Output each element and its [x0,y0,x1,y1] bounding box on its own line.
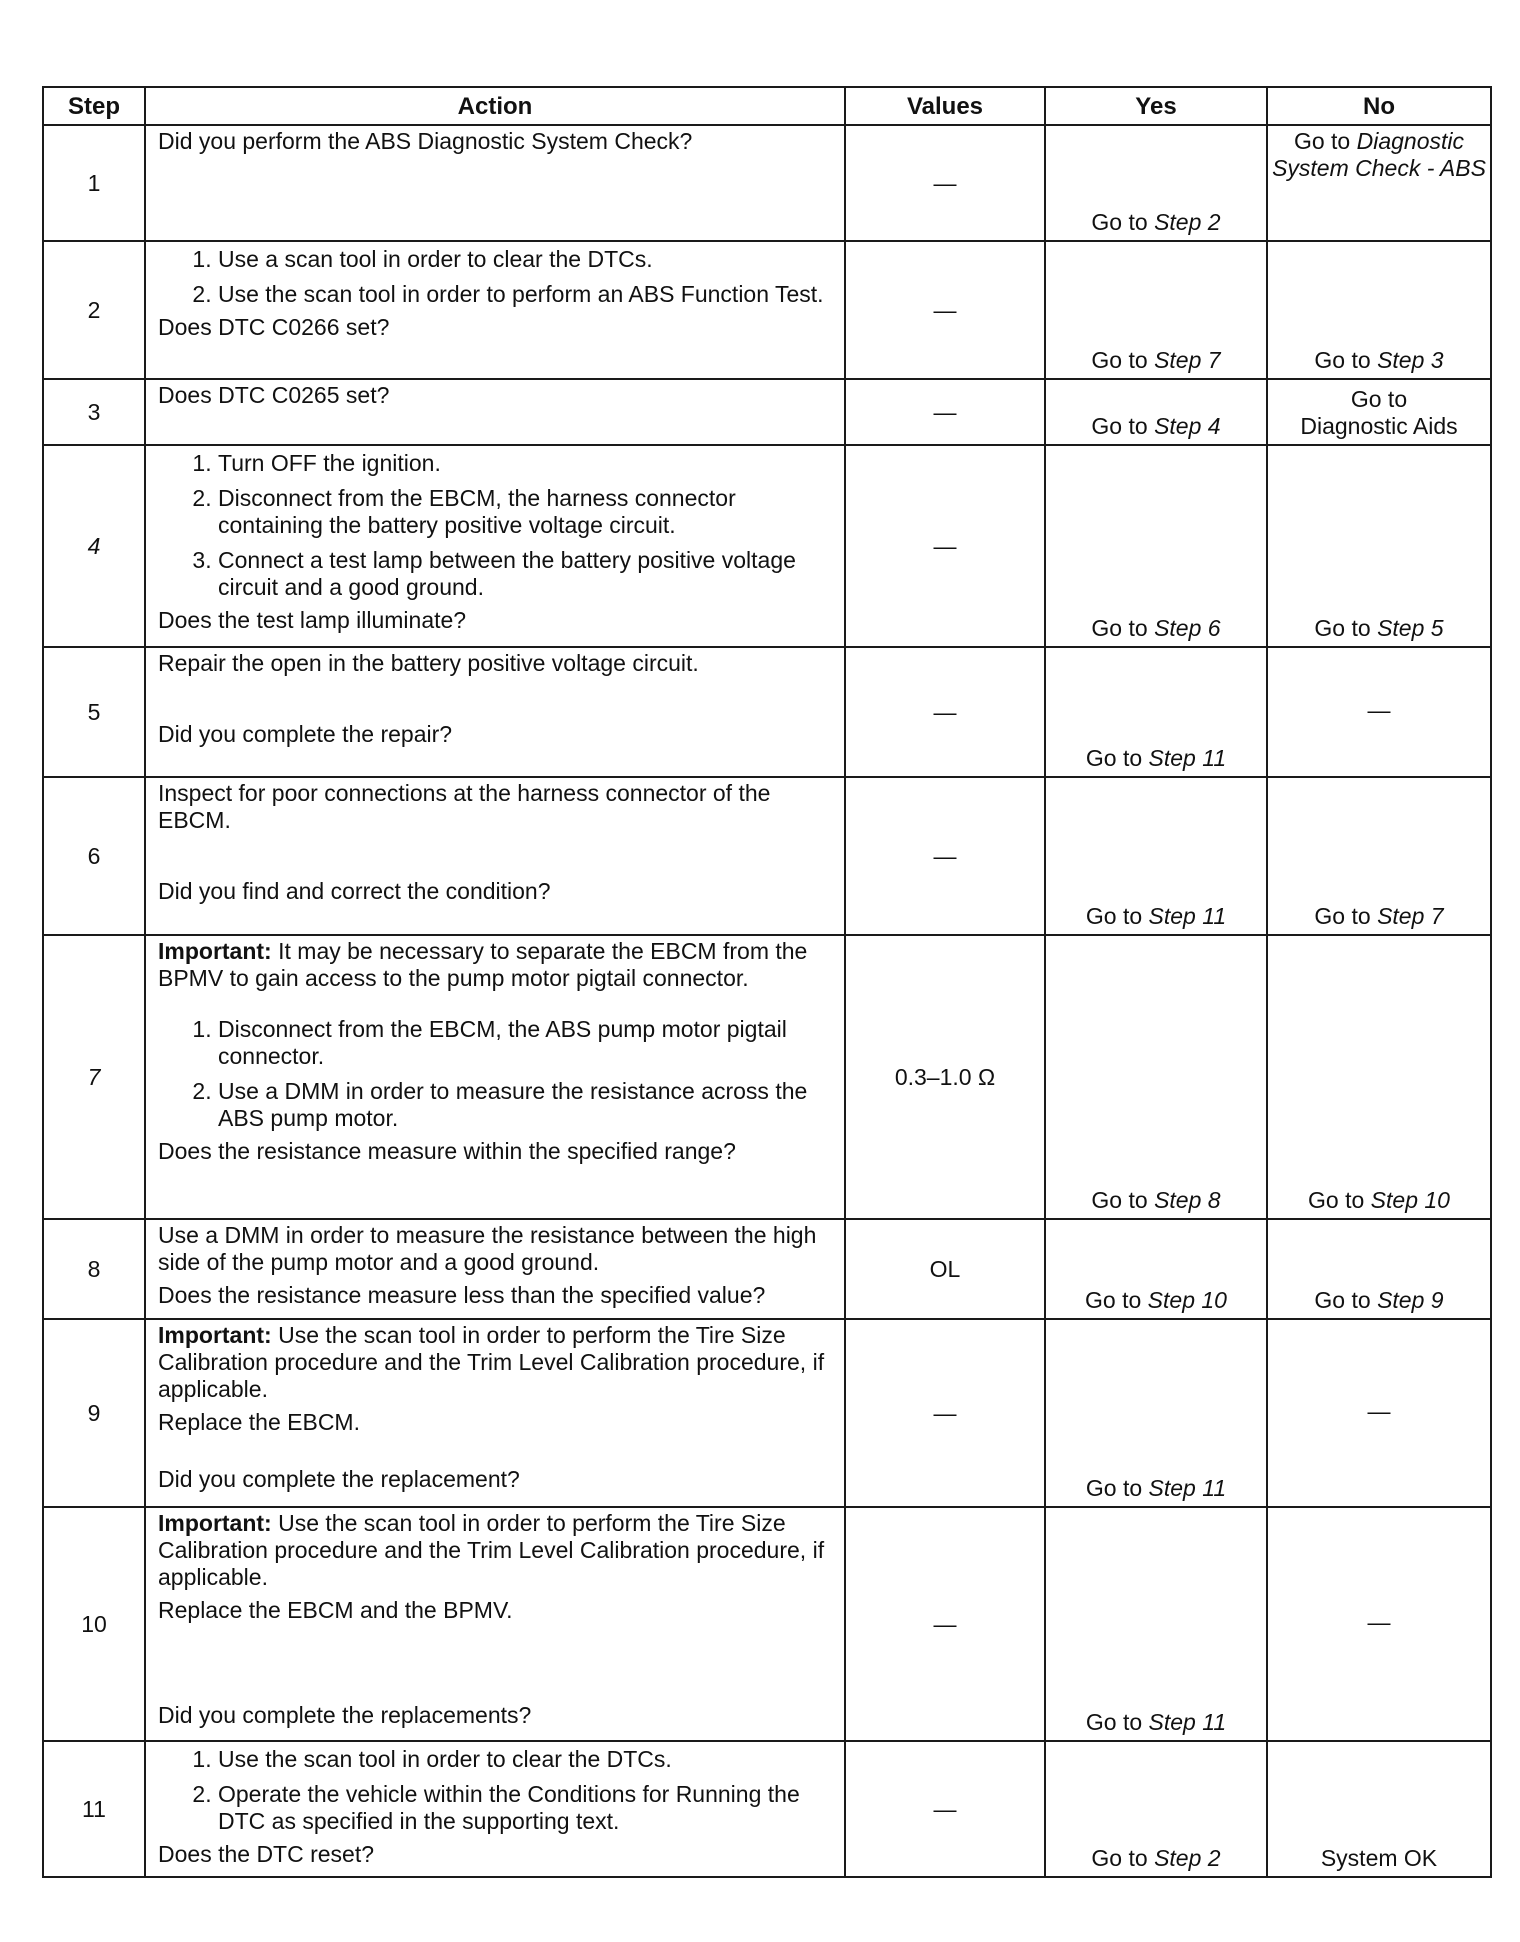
step-number: 7 [43,935,145,1219]
step-number: 4 [43,445,145,647]
yes-cell [1045,1741,1267,1877]
yes-cell [1045,777,1267,935]
action-cell [145,1319,845,1507]
yes-step-link[interactable]: Step 7 [1154,347,1221,373]
step-number: 6 [43,777,145,935]
action-text: Replace the EBCM. [158,1409,360,1435]
yes-cell [1045,1319,1267,1507]
table-row [43,935,1491,1219]
no-cell [1267,379,1491,445]
no-cell: System OK [1267,1741,1491,1877]
goto-label: Go to [1350,386,1408,412]
action-question: Did you complete the repair? [158,721,453,747]
action-steps-list [158,246,836,308]
action-cell [145,1507,845,1741]
action-cell [145,1219,845,1319]
values-cell: — [845,1507,1045,1741]
action-cell [145,241,845,379]
yes-cell [1045,125,1267,241]
action-cell [145,777,845,935]
table-row [43,125,1491,241]
action-cell [145,445,845,647]
header-step: Step [43,87,145,125]
values-cell: — [845,445,1045,647]
header-action: Action [145,87,845,125]
yes-cell [1045,241,1267,379]
header-row [43,87,1491,125]
step-number: 8 [43,1219,145,1319]
yes-cell [1045,379,1267,445]
action-text: Did you perform the ABS Diagnostic System Check? [158,128,693,154]
important-text: It may be necessary to separate the EBCM from the BPMV to gain access to the pump motor pigtail connector. [158,938,808,991]
action-cell [145,125,845,241]
values-cell: — [845,125,1045,241]
goto-label: Go to [1091,1187,1148,1213]
yes-cell [1045,1219,1267,1319]
action-question: Did you complete the replacements? [158,1702,532,1728]
list-item: 2. Operate the vehicle within the Conditions for Running the DTC as specified in the supporting text. [218,1781,836,1835]
goto-label: Go to [1085,1287,1142,1313]
no-step-link[interactable]: Diagnostic Aids [1300,413,1458,439]
step-number: 2 [43,241,145,379]
action-cell [145,379,845,445]
list-item: 2. Use the scan tool in order to perform an ABS Function Test. [218,281,836,308]
values-cell: — [845,379,1045,445]
values-cell: 0.3–1.0 Ω [845,935,1045,1219]
action-steps-list [158,1016,836,1132]
action-question: Does the resistance measure within the specified range? [158,1138,736,1164]
goto-label: Go to [1085,1709,1143,1735]
action-question: Does the test lamp illuminate? [158,607,467,633]
yes-step-link[interactable]: Step 11 [1148,745,1227,771]
yes-cell [1045,647,1267,777]
list-item: 1. Use a scan tool in order to clear the DTCs. [218,246,836,273]
no-cell [1267,935,1491,1219]
goto-label: Go to [1091,347,1148,373]
action-steps-list [158,450,836,601]
header-no: No [1267,87,1491,125]
yes-step-link[interactable]: Step 8 [1154,1187,1221,1213]
table-row [43,647,1491,777]
goto-label: Go to [1314,903,1371,929]
spacer [158,677,836,721]
table-row [43,1507,1491,1741]
step-number: 9 [43,1319,145,1507]
list-item: 3. Connect a test lamp between the battery positive voltage circuit and a good ground. [218,547,836,601]
no-cell: — [1267,1507,1491,1741]
goto-label: Go to [1308,1187,1365,1213]
goto-label: Go to [1314,615,1371,641]
table-row [43,1741,1491,1877]
action-text: Replace the EBCM and the BPMV. [158,1597,513,1623]
no-step-link[interactable]: Step 7 [1377,903,1444,929]
important-label: Important: [158,1322,272,1348]
no-step-link[interactable]: Step 5 [1377,615,1444,641]
list-item: 1. Turn OFF the ignition. [218,450,836,477]
values-cell: — [845,1319,1045,1507]
spacer [158,1624,836,1702]
action-question: Does the DTC reset? [158,1841,375,1867]
header-values: Values [845,87,1045,125]
values-cell: OL [845,1219,1045,1319]
important-label: Important: [158,938,272,964]
table-row [43,445,1491,647]
step-number: 5 [43,647,145,777]
important-label: Important: [158,1510,272,1536]
no-cell [1267,241,1491,379]
goto-label: Go to [1293,128,1351,154]
goto-label: Go to [1085,903,1143,929]
action-cell [145,647,845,777]
action-question: Did you find and correct the condition? [158,878,551,904]
important-note [158,1510,836,1591]
action-text: Repair the open in the battery positive voltage circuit. [158,650,699,676]
yes-step-link[interactable]: Step 2 [1154,209,1221,235]
no-cell [1267,445,1491,647]
goto-label: Go to [1314,1287,1371,1313]
yes-cell [1045,935,1267,1219]
table-row [43,777,1491,935]
no-step-link[interactable]: Step 3 [1377,347,1444,373]
values-cell: — [845,1741,1045,1877]
no-step-link[interactable]: Diagnostic System Check - ABS [1272,128,1486,181]
action-text: Use a DMM in order to measure the resistance between the high side of the pump motor and a good ground. [158,1222,817,1275]
spacer [158,834,836,878]
diagnostic-table [42,86,1492,1878]
important-text: Use the scan tool in order to perform the Tire Size Calibration procedure and the Trim Level Calibration procedure, if applicable. [158,1510,825,1590]
no-step-link[interactable]: Step 10 [1370,1187,1450,1213]
action-question: Does DTC C0266 set? [158,314,390,340]
goto-label: Go to [1091,413,1148,439]
goto-label: Go to [1091,209,1148,235]
no-cell [1267,1219,1491,1319]
goto-label: Go to [1085,745,1143,771]
step-number: 1 [43,125,145,241]
step-number: 3 [43,379,145,445]
yes-cell [1045,445,1267,647]
yes-step-link[interactable]: Step 6 [1154,615,1221,641]
important-note [158,1322,836,1403]
yes-step-link[interactable]: Step 11 [1148,1709,1227,1735]
spacer [158,992,836,1014]
goto-label: Go to [1314,347,1371,373]
goto-label: Go to [1085,1475,1143,1501]
action-cell [145,1741,845,1877]
action-cell [145,935,845,1219]
no-cell: — [1267,647,1491,777]
spacer [158,1436,836,1466]
table-row [43,379,1491,445]
action-text: Inspect for poor connections at the harness connector of the EBCM. [158,780,771,833]
goto-label: Go to [1091,615,1148,641]
table-row [43,241,1491,379]
goto-label: Go to [1091,1845,1148,1871]
list-item: 2. Disconnect from the EBCM, the harness connector containing the battery positive voltage circuit. [218,485,836,539]
step-number: 11 [43,1741,145,1877]
action-question: Does the resistance measure less than the specified value? [158,1282,766,1308]
yes-cell [1045,1507,1267,1741]
no-step-link[interactable]: Step 9 [1377,1287,1444,1313]
yes-step-link[interactable]: Step 2 [1154,1845,1221,1871]
list-item: 2. Use a DMM in order to measure the resistance across the ABS pump motor. [218,1078,836,1132]
no-cell: — [1267,1319,1491,1507]
table-row [43,1319,1491,1507]
yes-step-link[interactable]: Step 11 [1148,903,1227,929]
values-cell: — [845,241,1045,379]
action-question: Did you complete the replacement? [158,1466,520,1492]
no-cell [1267,777,1491,935]
list-item: 1. Use the scan tool in order to clear the DTCs. [218,1746,836,1773]
values-cell: — [845,777,1045,935]
action-steps-list [158,1746,836,1835]
important-note [158,938,836,992]
no-cell [1267,125,1491,241]
step-number: 10 [43,1507,145,1741]
yes-step-link[interactable]: Step 10 [1147,1287,1227,1313]
table-row [43,1219,1491,1319]
header-yes: Yes [1045,87,1267,125]
yes-step-link[interactable]: Step 4 [1154,413,1221,439]
yes-step-link[interactable]: Step 11 [1148,1475,1227,1501]
values-cell: — [845,647,1045,777]
list-item: 1. Disconnect from the EBCM, the ABS pump motor pigtail connector. [218,1016,836,1070]
important-text: Use the scan tool in order to perform the Tire Size Calibration procedure and the Trim Level Calibration procedure, if applicable. [158,1322,825,1402]
action-question: Does DTC C0265 set? [158,382,390,408]
